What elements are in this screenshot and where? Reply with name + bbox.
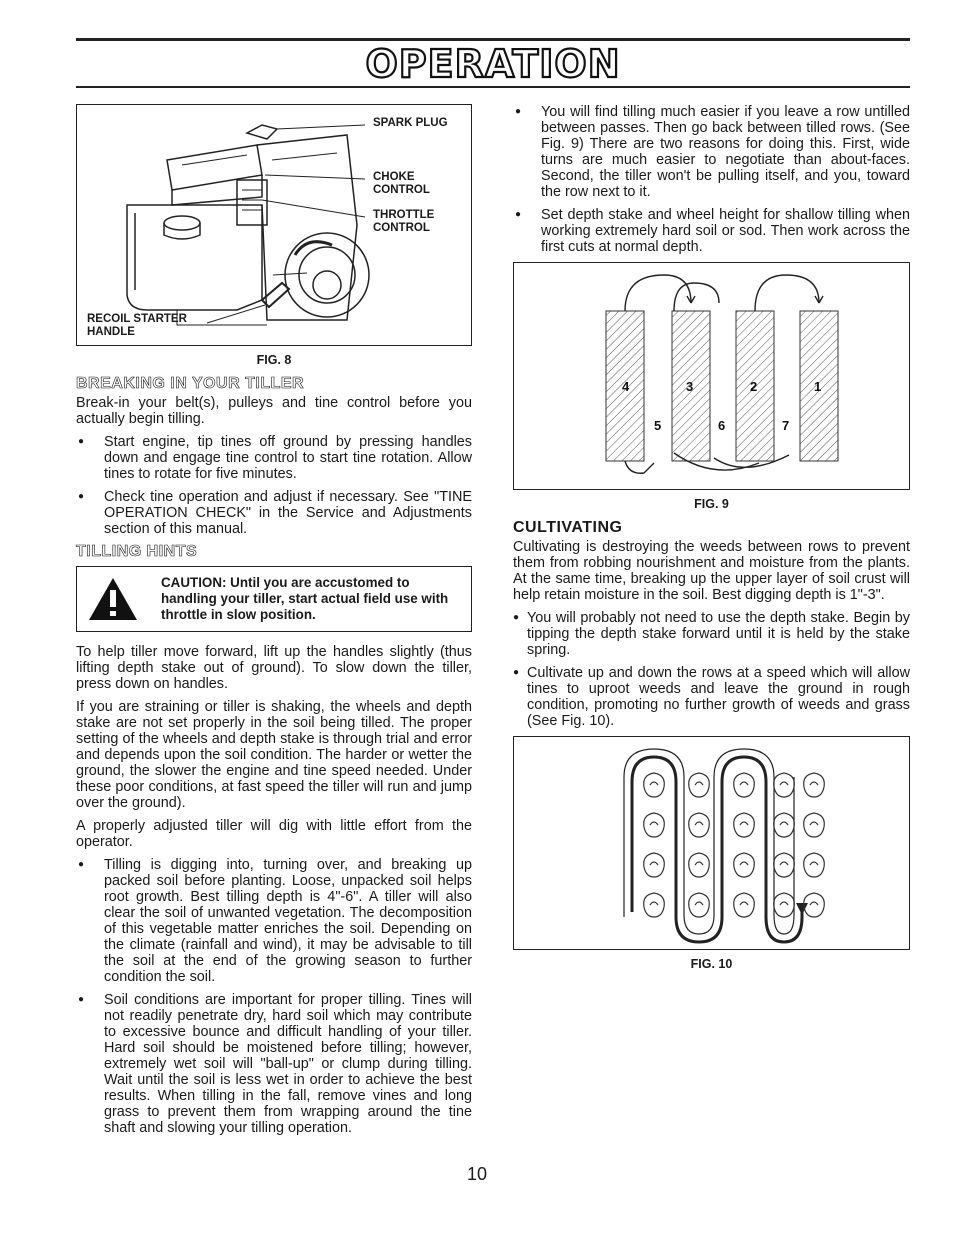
gap-number: 5 xyxy=(654,418,662,433)
tilling-paragraph: A properly adjusted tiller will dig with little effort from the operator. xyxy=(76,818,472,850)
turn-arrow xyxy=(625,275,691,311)
page-title: OPERATION xyxy=(365,42,621,86)
bullet-text: Check tine operation and adjust if necessary. See "TINE OPERATION CHECK" in the Service and Adjustments section of this manual. xyxy=(104,489,472,537)
caution-box xyxy=(76,566,472,632)
label-choke-control: CHOKE CONTROL xyxy=(373,171,430,196)
caution-text: CAUTION: Until you are accustomed to handling your tiller, start actual field use with throttle in slow position. xyxy=(161,575,449,622)
label-recoil-starter-handle: RECOIL STARTER HANDLE xyxy=(87,313,187,338)
row-number: 4 xyxy=(622,379,630,394)
plant-icon xyxy=(689,893,710,917)
plant-icon xyxy=(804,773,825,797)
tilling-hints-heading: TILLING HINTS xyxy=(76,543,198,560)
page-number: 10 xyxy=(466,1164,488,1184)
plant-icon xyxy=(644,893,665,917)
fig8-engine-figure xyxy=(76,104,472,346)
turn-arrow xyxy=(674,283,719,311)
label-throttle-control: THROTTLE CONTROL xyxy=(373,209,435,234)
gap-number: 7 xyxy=(782,418,790,433)
plant-icon xyxy=(644,773,665,797)
cultivating-intro: Cultivating is destroying the weeds between rows to prevent them from robbing nourishment and moisture from the plants. At the same time, breaking up the upper layer of soil crust will help retain moisture in the soil. Best digging depth is 1"-3". xyxy=(513,539,910,603)
plant-icon xyxy=(774,813,795,837)
right-column xyxy=(513,104,910,980)
breaking-in-intro: Break-in your belt(s), pulleys and tine control before you actually begin tilling. xyxy=(76,395,472,427)
plant-icon xyxy=(774,853,795,877)
row-pattern-diagram xyxy=(514,263,911,489)
plant-rows xyxy=(644,773,825,917)
cultivating-heading: CULTIVATING xyxy=(513,519,623,536)
breaking-in-bullet: ● Check tine operation and adjust if necessary. See "TINE OPERATION CHECK" in the Service and Adjustments section of this manual. xyxy=(78,489,472,537)
gap-number: 6 xyxy=(718,418,726,433)
plant-icon xyxy=(774,773,795,797)
fig10-cultivating-figure xyxy=(513,736,910,950)
plant-icon xyxy=(774,893,795,917)
turn-arrow xyxy=(625,461,654,473)
row-number: 2 xyxy=(750,379,758,394)
tilling-paragraph: To help tiller move forward, lift up the handles slightly (thus lifting depth stake out of ground). To slow down the tiller, press down on handles. xyxy=(76,644,472,692)
fig9-row-pattern-figure xyxy=(513,262,910,490)
plant-icon xyxy=(644,853,665,877)
tilling-bullet: ● Soil conditions are important for proper tilling. Tines will not readily penetrate dry, hard soil which may contribute to excessive bounce and difficult handling of your tiller. Hard soil should be moistened before tilling; however, extremely wet soil will "ball-up" or clump during tilling. Wait until the soil is less wet in order to achieve the best results. When tilling in the fall, remove vines and long grass to prevent them from wrapping around the tine shaft and slowing your tilling operation. xyxy=(78,992,472,1136)
breaking-in-bullet: ● Start engine, tip tines off ground by pressing handles down and engage tine control to start tine rotation. Allow tines to rotate for five minutes. xyxy=(78,434,472,482)
plant-icon xyxy=(689,813,710,837)
bullet-text: You will find tilling much easier if you leave a row untilled between passes. Then go back between tilled rows. (See Fig. 9) There are two reasons for doing this. First, wide turns are much easier to negotiate than about-faces. Second, the tiller won't be pulling itself, and you, toward the row next to it. xyxy=(541,104,910,200)
label-spark-plug: SPARK PLUG xyxy=(373,117,448,129)
plant-icon xyxy=(689,853,710,877)
tilling-bullet: ● Tilling is digging into, turning over, and breaking up packed soil before planting. Loose, unpacked soil helps root growth. Best tilling depth is 4"-6". A tiller will also clear the soil of unwanted vegetation. The decomposition of this vegetable matter enriches the soil. Depending on the climate (rainfall and wind), it may be advisable to till the soil at the end of the growing season to further condition the soil. xyxy=(78,857,472,985)
plant-icon xyxy=(734,773,755,797)
bullet-text: Soil conditions are important for proper tilling. Tines will not readily penetrate dry, hard soil which may contribute to excessive bounce and difficult handling of your tiller. Hard soil should be moistened before tilling; however, extremely wet soil will "ball-up" or clump during tilling. Wait until the soil is less wet in order to achieve the best results. When tilling in the fall, remove vines and long grass to prevent them from wrapping around the tine shaft and slowing your tilling operation. xyxy=(104,992,472,1136)
plant-icon xyxy=(734,853,755,877)
turn-arrow xyxy=(755,275,819,311)
row-number: 3 xyxy=(686,379,694,394)
tilling-paragraph: If you are straining or tiller is shaking, the wheels and depth stake are not set properly in the soil being tilled. The proper setting of the wheels and depth stake is through trial and error and depends upon the soil condition. The harder or wetter the ground, the slower the engine and tine speed needed. Under these poor conditions, at fast speed the tiller will run and jump over the ground). xyxy=(76,699,472,811)
left-column xyxy=(76,104,472,1143)
bullet-text: You will probably not need to use the depth stake. Begin by tipping the depth stake forward until it is held by the stake spring. xyxy=(527,610,910,658)
warning-triangle-icon xyxy=(87,576,139,622)
plant-icon xyxy=(644,813,665,837)
breaking-in-heading: BREAKING IN YOUR TILLER xyxy=(76,375,305,392)
cultivating-path-diagram xyxy=(514,737,911,949)
title-underline xyxy=(76,86,910,88)
cultivating-bullet: ● Cultivate up and down the rows at a speed which will allow tines to uproot weeds and leave the ground in rough condition, promoting no further growth of weeds and grass (See Fig. 10). xyxy=(513,665,910,729)
plant-icon xyxy=(734,893,755,917)
bullet-text: Set depth stake and wheel height for shallow tilling when working extremely hard soil or sod. Then work across the first cuts at normal depth. xyxy=(541,207,910,255)
bullet-text: Start engine, tip tines off ground by pressing handles down and engage tine control to start tine rotation. Allow tines to rotate for five minutes. xyxy=(104,434,472,482)
cultivating-bullet: ● You will probably not need to use the depth stake. Begin by tipping the depth stake forward until it is held by the stake spring. xyxy=(513,610,910,658)
plant-icon xyxy=(689,773,710,797)
fig8-caption: FIG. 8 xyxy=(256,353,292,367)
tilling-tip-bullet: ● Set depth stake and wheel height for shallow tilling when working extremely hard soil or sod. Then work across the first cuts at normal depth. xyxy=(515,207,910,255)
fig10-caption: FIG. 10 xyxy=(690,957,733,971)
plant-icon xyxy=(804,853,825,877)
tilling-tip-bullet: ● You will find tilling much easier if you leave a row untilled between passes. Then go back between tilled rows. (See Fig. 9) There are two reasons for doing this. First, wide turns are much easier to negotiate than about-faces. Second, the tiller won't be pulling itself, and you, toward the row next to it. xyxy=(515,104,910,200)
fig9-caption: FIG. 9 xyxy=(694,497,729,511)
bullet-text: Tilling is digging into, turning over, and breaking up packed soil before planting. Loose, unpacked soil helps root growth. Best tilling depth is 4"-6". A tiller will also clear the soil of unwanted vegetation. The decomposition of this vegetable matter enriches the soil. Depending on the climate (rainfall and wind), it may be advisable to till the soil at the end of the growing season to further condition the soil. xyxy=(104,857,472,985)
plant-icon xyxy=(804,813,825,837)
plant-icon xyxy=(734,813,755,837)
row-number: 1 xyxy=(814,379,822,394)
bullet-text: Cultivate up and down the rows at a speed which will allow tines to uproot weeds and leave the ground in rough condition, promoting no further growth of weeds and grass (See Fig. 10). xyxy=(527,665,910,729)
